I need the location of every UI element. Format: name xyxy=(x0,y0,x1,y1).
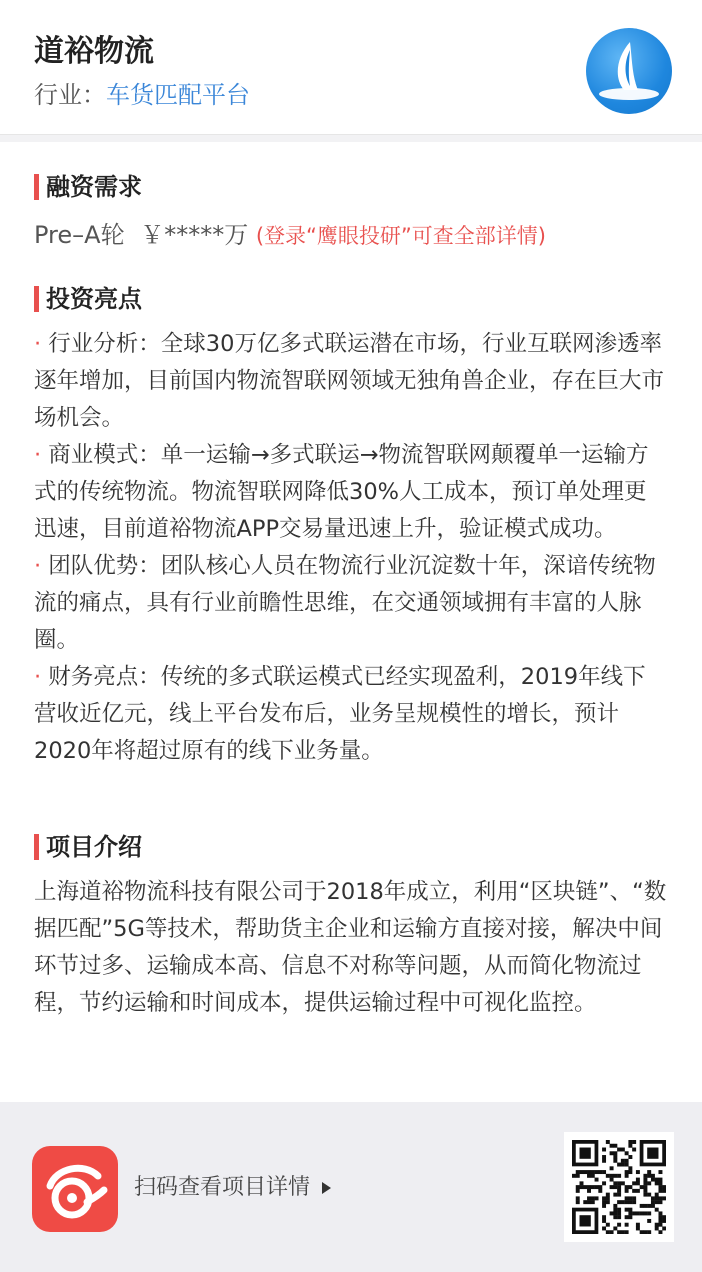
qr-code xyxy=(564,1132,674,1242)
highlight-item: · 团队优势：团队核心人员在物流行业沉淀数十年，深谙传统物流的痛点，具有行业前瞻性思维，在交通领域拥有丰富的人脉圈。 xyxy=(34,553,656,653)
company-header xyxy=(0,0,702,136)
sail-logo-icon xyxy=(586,28,672,114)
financing-line xyxy=(34,218,546,253)
project-intro-text: 上海道裕物流科技有限公司于2018年成立，利用“区块链”、“数据匹配”5G等技术，帮助货主企业和运输方直接对接，解决中间环节过多、运输成本高、信息不对称等问题，从而简化物流过程，节约运输和时间成本，提供运输过程中可视化监控。 xyxy=(34,879,667,1016)
login-note[interactable]: (登录“鹰眼投研”可查全部详情) xyxy=(255,224,547,248)
header-divider xyxy=(0,134,702,142)
industry-line xyxy=(34,78,250,112)
section-marker xyxy=(34,834,39,860)
financing-round: Pre–A轮 xyxy=(34,221,125,249)
highlight-item: · 财务亮点：传统的多式联运模式已经实现盈利，2019年线下营收近亿元，线上平台发布后，业务呈规模性的增长，预计2020年将超过原有的线下业务量。 xyxy=(34,664,646,764)
scan-to-view-link[interactable]: 扫码查看项目详情 xyxy=(134,1172,331,1204)
triangle-right-icon xyxy=(322,1182,331,1194)
company-name: 道裕物流 xyxy=(34,34,154,69)
financing-amount: ￥*****万 xyxy=(140,221,249,249)
eagle-eye-app-icon xyxy=(32,1146,118,1232)
highlight-item: · 行业分析：全球30万亿多式联运潜在市场，行业互联网渗透率逐年增加，目前国内物流智联网领域无独角兽企业，存在巨大市场机会。 xyxy=(34,331,665,431)
section-marker xyxy=(34,174,39,200)
qr-code-graphic xyxy=(572,1140,666,1234)
footer-scan-bar[interactable] xyxy=(0,1102,702,1272)
industry-label: 行业： xyxy=(34,81,106,109)
section-title-intro: 项目介绍 xyxy=(34,832,142,862)
section-marker xyxy=(34,286,39,312)
section-title-financing: 融资需求 xyxy=(34,172,142,202)
highlight-item: · 商业模式：单一运输→多式联运→物流智联网颠覆单一运输方式的传统物流。物流智联网降低30%人工成本，预订单处理更迅速，目前道裕物流APP交易量迅速上升，验证模式成功。 xyxy=(34,442,649,542)
industry-value[interactable]: 车货匹配平台 xyxy=(106,81,250,109)
section-title-highlights: 投资亮点 xyxy=(34,284,142,314)
highlights-list xyxy=(34,326,668,770)
